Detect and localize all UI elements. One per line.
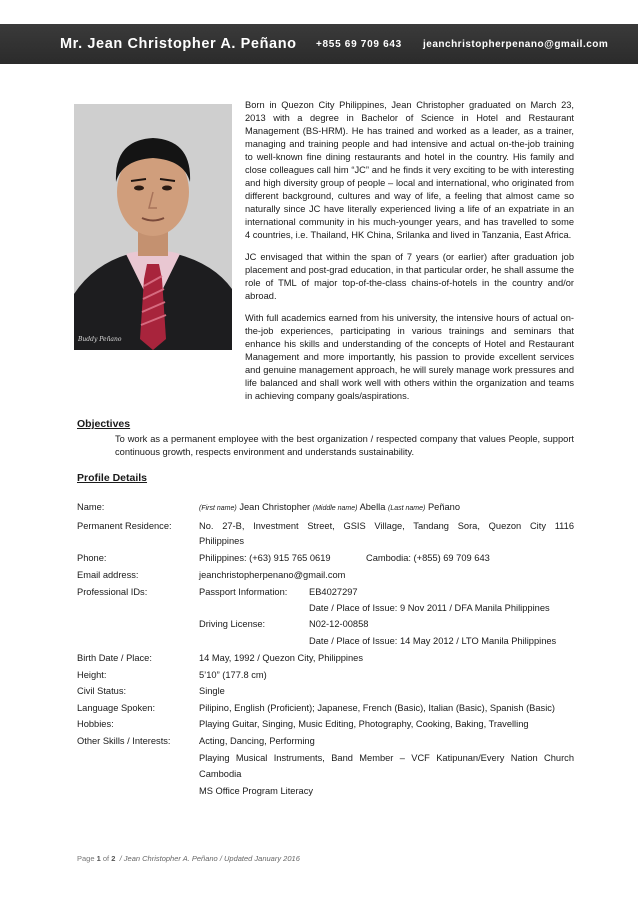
bio-paragraph: With full academics earned from his university, the intensive hours of actual on-the-job experiences, participating in various trainings and seminars that enhance his skills and understanding of the concepts of Hotel and Restaurant Management and more importantly, his passion to provide excellent services and genuine management approach, he will surely manage work pressures and life balanced and shall work well with others within the organization and teams in achieving company goals/aspirations. bbox=[245, 313, 574, 401]
license-label: Driving License: bbox=[199, 619, 266, 629]
skills-line3: MS Office Program Literacy bbox=[199, 786, 314, 796]
header-name: Mr. Jean Christopher A. Peñano bbox=[60, 36, 297, 52]
person-portrait-icon bbox=[74, 104, 232, 350]
objectives-text: To work as a permanent employee with the best organization / respected company that values People, support continuous growth, respects environment and understands sustainability. bbox=[115, 434, 574, 457]
profile-photo bbox=[74, 104, 232, 350]
license-issue: Date / Place of Issue: 14 May 2012 / LTO Manila Philippines bbox=[309, 636, 557, 646]
bio-paragraph: JC envisaged that within the span of 7 years (or earlier) after graduation job placement and post-grad education, in that particular order, he shall assume the role of TML of major top-of-the-class chains-of-hotels in the country and/or abroad. bbox=[245, 252, 574, 301]
bio-paragraph: Born in Quezon City Philippines, Jean Christopher graduated on March 23, 2013 with a degree in Bachelor of Science in Hotel and Restaurant Management (BS-HRM). He has trained and worked as a leader, as a trainer, managing and training people and had intensive and actual on-the-job training to well-known fine dining restaurants and hotel in the country. His family and close colleagues call him “JC” and he finds it very exciting to be with interesting and high diversity group of people – local and international, who originated from different background, cultures and way of life, a feeling that almost came so naturally since JC have literally experienced living a life of an expatriate in an international community in his much-younger years, and has travelled to some 4 countries, i.e. Thailand, HK China, Srilanka and lived in Tanzania, East Africa. bbox=[245, 100, 574, 240]
residence-line1: No. 27-B, Investment Street, GSIS Village, Tandang Sora, Quezon City 1116 bbox=[199, 521, 574, 531]
skills-line2: Playing Musical Instruments, Band Member – VCF Katipunan/Every Nation Church bbox=[199, 753, 574, 763]
skills-line1: Acting, Dancing, Performing bbox=[199, 736, 315, 746]
email-label: Email address: bbox=[77, 570, 139, 580]
passport-number: EB4027297 bbox=[309, 587, 358, 597]
page-footer: Page 1 of 2 / Jean Christopher A. Peñano / Updated January 2016 bbox=[77, 854, 300, 863]
skills-label: Other Skills / Interests: bbox=[77, 736, 171, 746]
email-value[interactable]: jeanchristopherpenano@gmail.com bbox=[199, 570, 346, 580]
header-email[interactable]: jeanchristopherpenano@gmail.com bbox=[423, 39, 609, 50]
hobbies-label: Hobbies: bbox=[77, 719, 114, 729]
height-value: 5’10” (177.8 cm) bbox=[199, 670, 267, 680]
page-number: 1 bbox=[96, 854, 101, 863]
phone-label: Phone: bbox=[77, 553, 107, 563]
biography bbox=[245, 99, 574, 412]
photo-caption: Buddy Peñano bbox=[78, 336, 122, 343]
phone-cambodia: Cambodia: (+855) 69 709 643 bbox=[366, 553, 490, 563]
header-bar bbox=[0, 24, 638, 64]
objectives-title: Objectives bbox=[77, 418, 131, 430]
civil-status-label: Civil Status: bbox=[77, 686, 127, 696]
language-label: Language Spoken: bbox=[77, 703, 156, 713]
residence-line2: Philippines bbox=[199, 536, 244, 546]
hobbies-value: Playing Guitar, Singing, Music Editing, Photography, Cooking, Baking, Travelling bbox=[199, 719, 529, 729]
footer-note: Jean Christopher A. Peñano / Updated January 2016 bbox=[123, 854, 300, 863]
name-value: (First name) Jean Christopher (Middle name) Abella (Last name) Peñano bbox=[199, 502, 461, 512]
header-phone: +855 69 709 643 bbox=[316, 39, 402, 50]
page-total: 2 bbox=[111, 854, 116, 863]
civil-status-value: Single bbox=[199, 686, 225, 696]
passport-label: Passport Information: bbox=[199, 587, 288, 597]
skills-line2-cont: Cambodia bbox=[199, 769, 242, 779]
height-label: Height: bbox=[77, 670, 107, 680]
residence-label: Permanent Residence: bbox=[77, 521, 172, 531]
birth-label: Birth Date / Place: bbox=[77, 653, 152, 663]
passport-issue: Date / Place of Issue: 9 Nov 2011 / DFA Manila Philippines bbox=[309, 603, 550, 613]
name-label: Name: bbox=[77, 502, 105, 512]
ids-label: Professional IDs: bbox=[77, 587, 148, 597]
license-number: N02-12-00858 bbox=[309, 619, 369, 629]
birth-value: 14 May, 1992 / Quezon City, Philippines bbox=[199, 653, 363, 663]
phone-philippines: Philippines: (+63) 915 765 0619 bbox=[199, 553, 331, 563]
language-value: Pilipino, English (Proficient); Japanese, French (Basic), Italian (Basic), Spanish (Basic) bbox=[199, 703, 556, 713]
profile-details-title: Profile Details bbox=[77, 472, 148, 484]
